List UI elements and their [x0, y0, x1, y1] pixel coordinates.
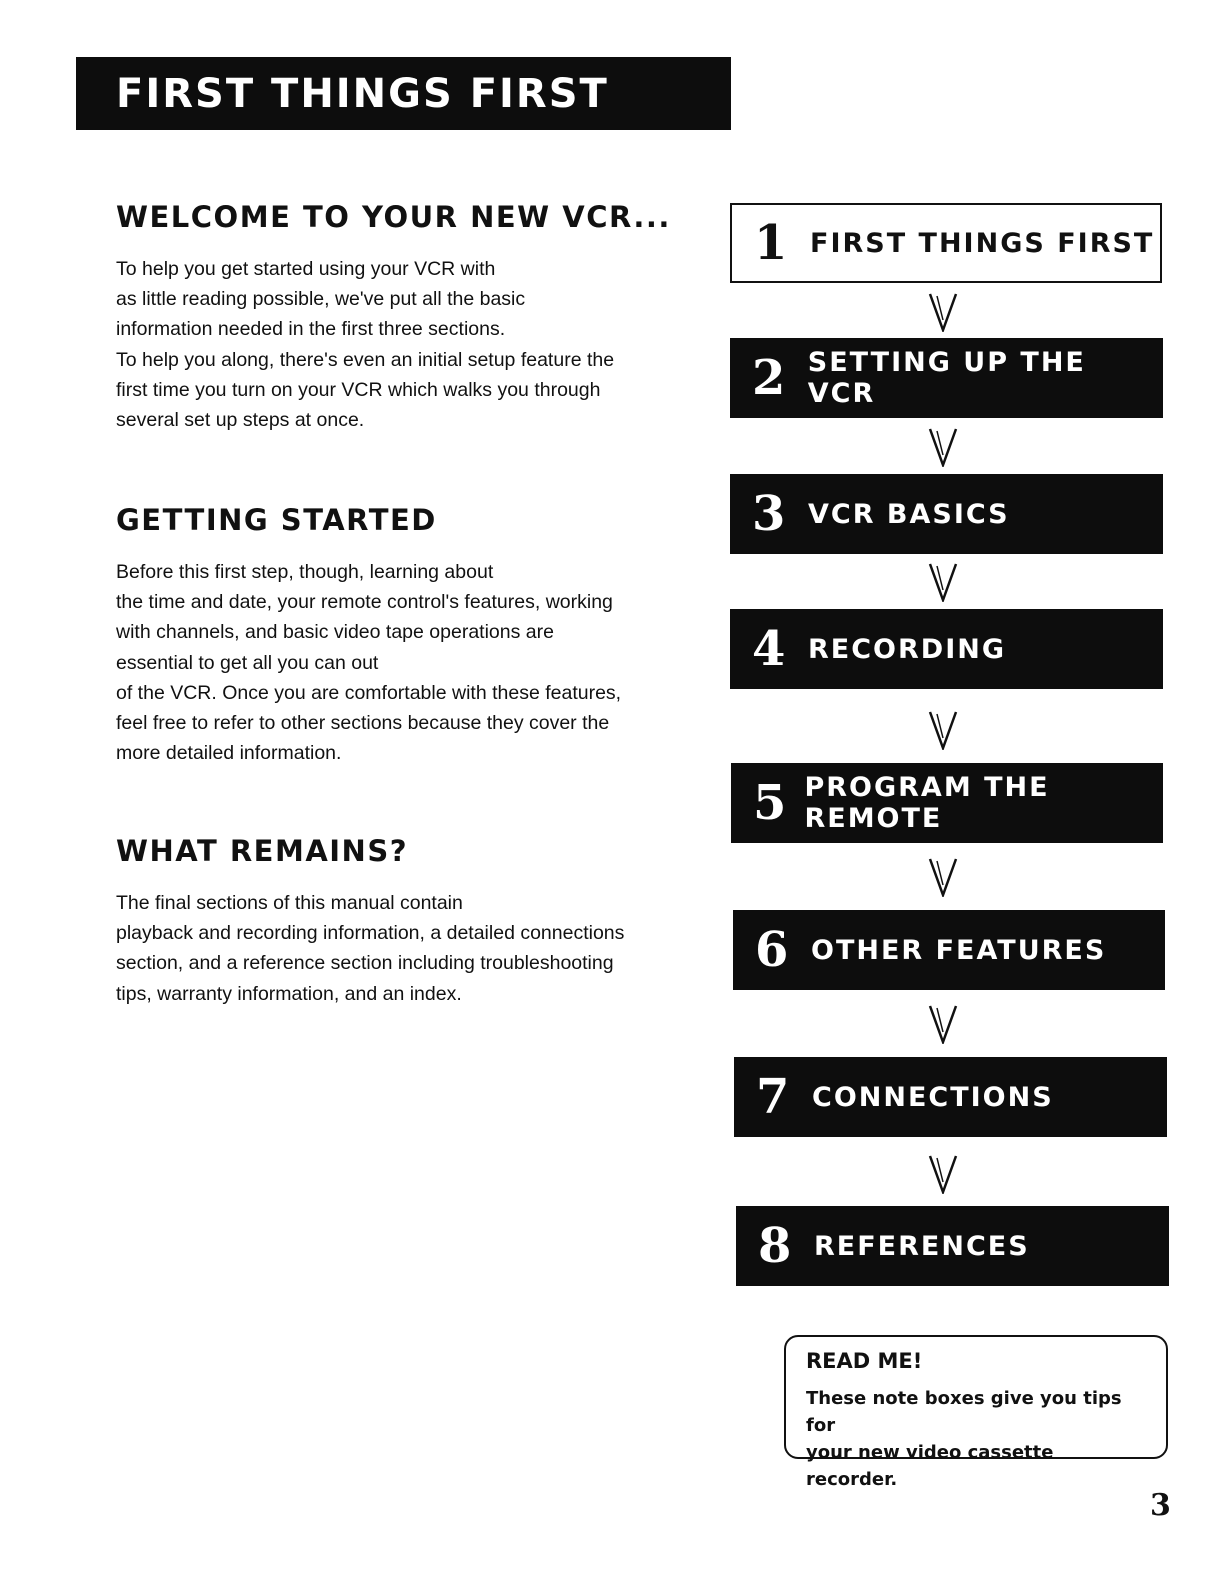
section-getting-started: [116, 503, 706, 768]
body-line: section, and a reference section including troubleshooting: [116, 952, 614, 975]
down-arrow-icon: [928, 562, 958, 602]
step-3-box: [730, 474, 1163, 554]
down-arrow-icon: [928, 857, 958, 897]
down-arrow-icon: [928, 1004, 958, 1044]
step-5-box: [731, 763, 1163, 843]
step-8-box: [736, 1206, 1169, 1286]
body-line: with channels, and basic video tape operations are: [116, 621, 554, 644]
body-line: tips, warranty information, and an index.: [116, 982, 462, 1005]
body-line: information needed in the first three sections.: [116, 318, 506, 341]
step-number: 2: [752, 350, 786, 406]
step-label: OTHER FEATURES: [811, 934, 1107, 966]
step-label: REFERENCES: [814, 1230, 1030, 1262]
step-number: 4: [752, 621, 786, 677]
page-title: FIRST THINGS FIRST: [116, 70, 609, 117]
section-body: [116, 557, 706, 768]
page-title-banner: [76, 57, 731, 130]
body-line: as little reading possible, we've put all the basic: [116, 288, 526, 311]
step-label: PROGRAM THE REMOTE: [804, 772, 1050, 834]
step-label: FIRST THINGS FIRST: [810, 227, 1155, 259]
down-arrow-icon: [928, 710, 958, 750]
step-label: VCR BASICS: [808, 498, 1010, 530]
body-line: the time and date, your remote control's features, working: [116, 591, 613, 614]
step-6-box: [733, 910, 1165, 990]
note-line: These note boxes give you tips for: [806, 1388, 1122, 1436]
step-number: 3: [752, 486, 786, 542]
step-1-box: [730, 203, 1162, 283]
section-heading: WHAT REMAINS?: [116, 834, 409, 868]
body-line: more detailed information.: [116, 742, 342, 765]
read-me-note: [784, 1335, 1168, 1490]
step-label: SETTING UP THE VCR: [807, 347, 1086, 409]
step-number: 1: [754, 215, 788, 271]
section-what-remains: [116, 834, 706, 1009]
note-line: your new video cassette recorder.: [806, 1442, 1054, 1490]
body-line: several set up steps at once.: [116, 409, 365, 432]
section-heading: WELCOME TO YOUR NEW VCR...: [116, 200, 671, 234]
body-line: playback and recording information, a detailed connections: [116, 922, 625, 945]
page-number: 3: [1150, 1488, 1171, 1523]
body-line: To help you along, there's even an initial setup feature the: [116, 348, 615, 371]
step-label: CONNECTIONS: [812, 1081, 1054, 1113]
body-line: essential to get all you can out: [116, 651, 379, 674]
step-number: 7: [756, 1069, 790, 1125]
body-line: feel free to refer to other sections because they cover the: [116, 712, 610, 735]
body-line: Before this first step, though, learning about: [116, 561, 494, 583]
step-label: RECORDING: [808, 633, 1007, 665]
section-body: [116, 888, 706, 1009]
down-arrow-icon: [928, 292, 958, 332]
down-arrow-icon: [928, 1154, 958, 1194]
step-number: 8: [758, 1218, 792, 1274]
down-arrow-icon: [928, 427, 958, 467]
note-body: [806, 1385, 1146, 1493]
body-line: of the VCR. Once you are comfortable with these features,: [116, 681, 622, 704]
section-body: [116, 254, 706, 435]
step-number: 6: [755, 922, 789, 978]
step-2-box: [730, 338, 1163, 418]
step-7-box: [734, 1057, 1167, 1137]
body-line: first time you turn on your VCR which walks you through: [116, 378, 601, 401]
section-welcome: [116, 200, 706, 435]
note-title: READ ME!: [806, 1349, 923, 1373]
step-4-box: [730, 609, 1163, 689]
step-number: 5: [753, 775, 787, 831]
body-line: To help you get started using your VCR with: [116, 258, 496, 280]
section-heading: GETTING STARTED: [116, 503, 437, 537]
body-line: The final sections of this manual contain: [116, 892, 463, 914]
